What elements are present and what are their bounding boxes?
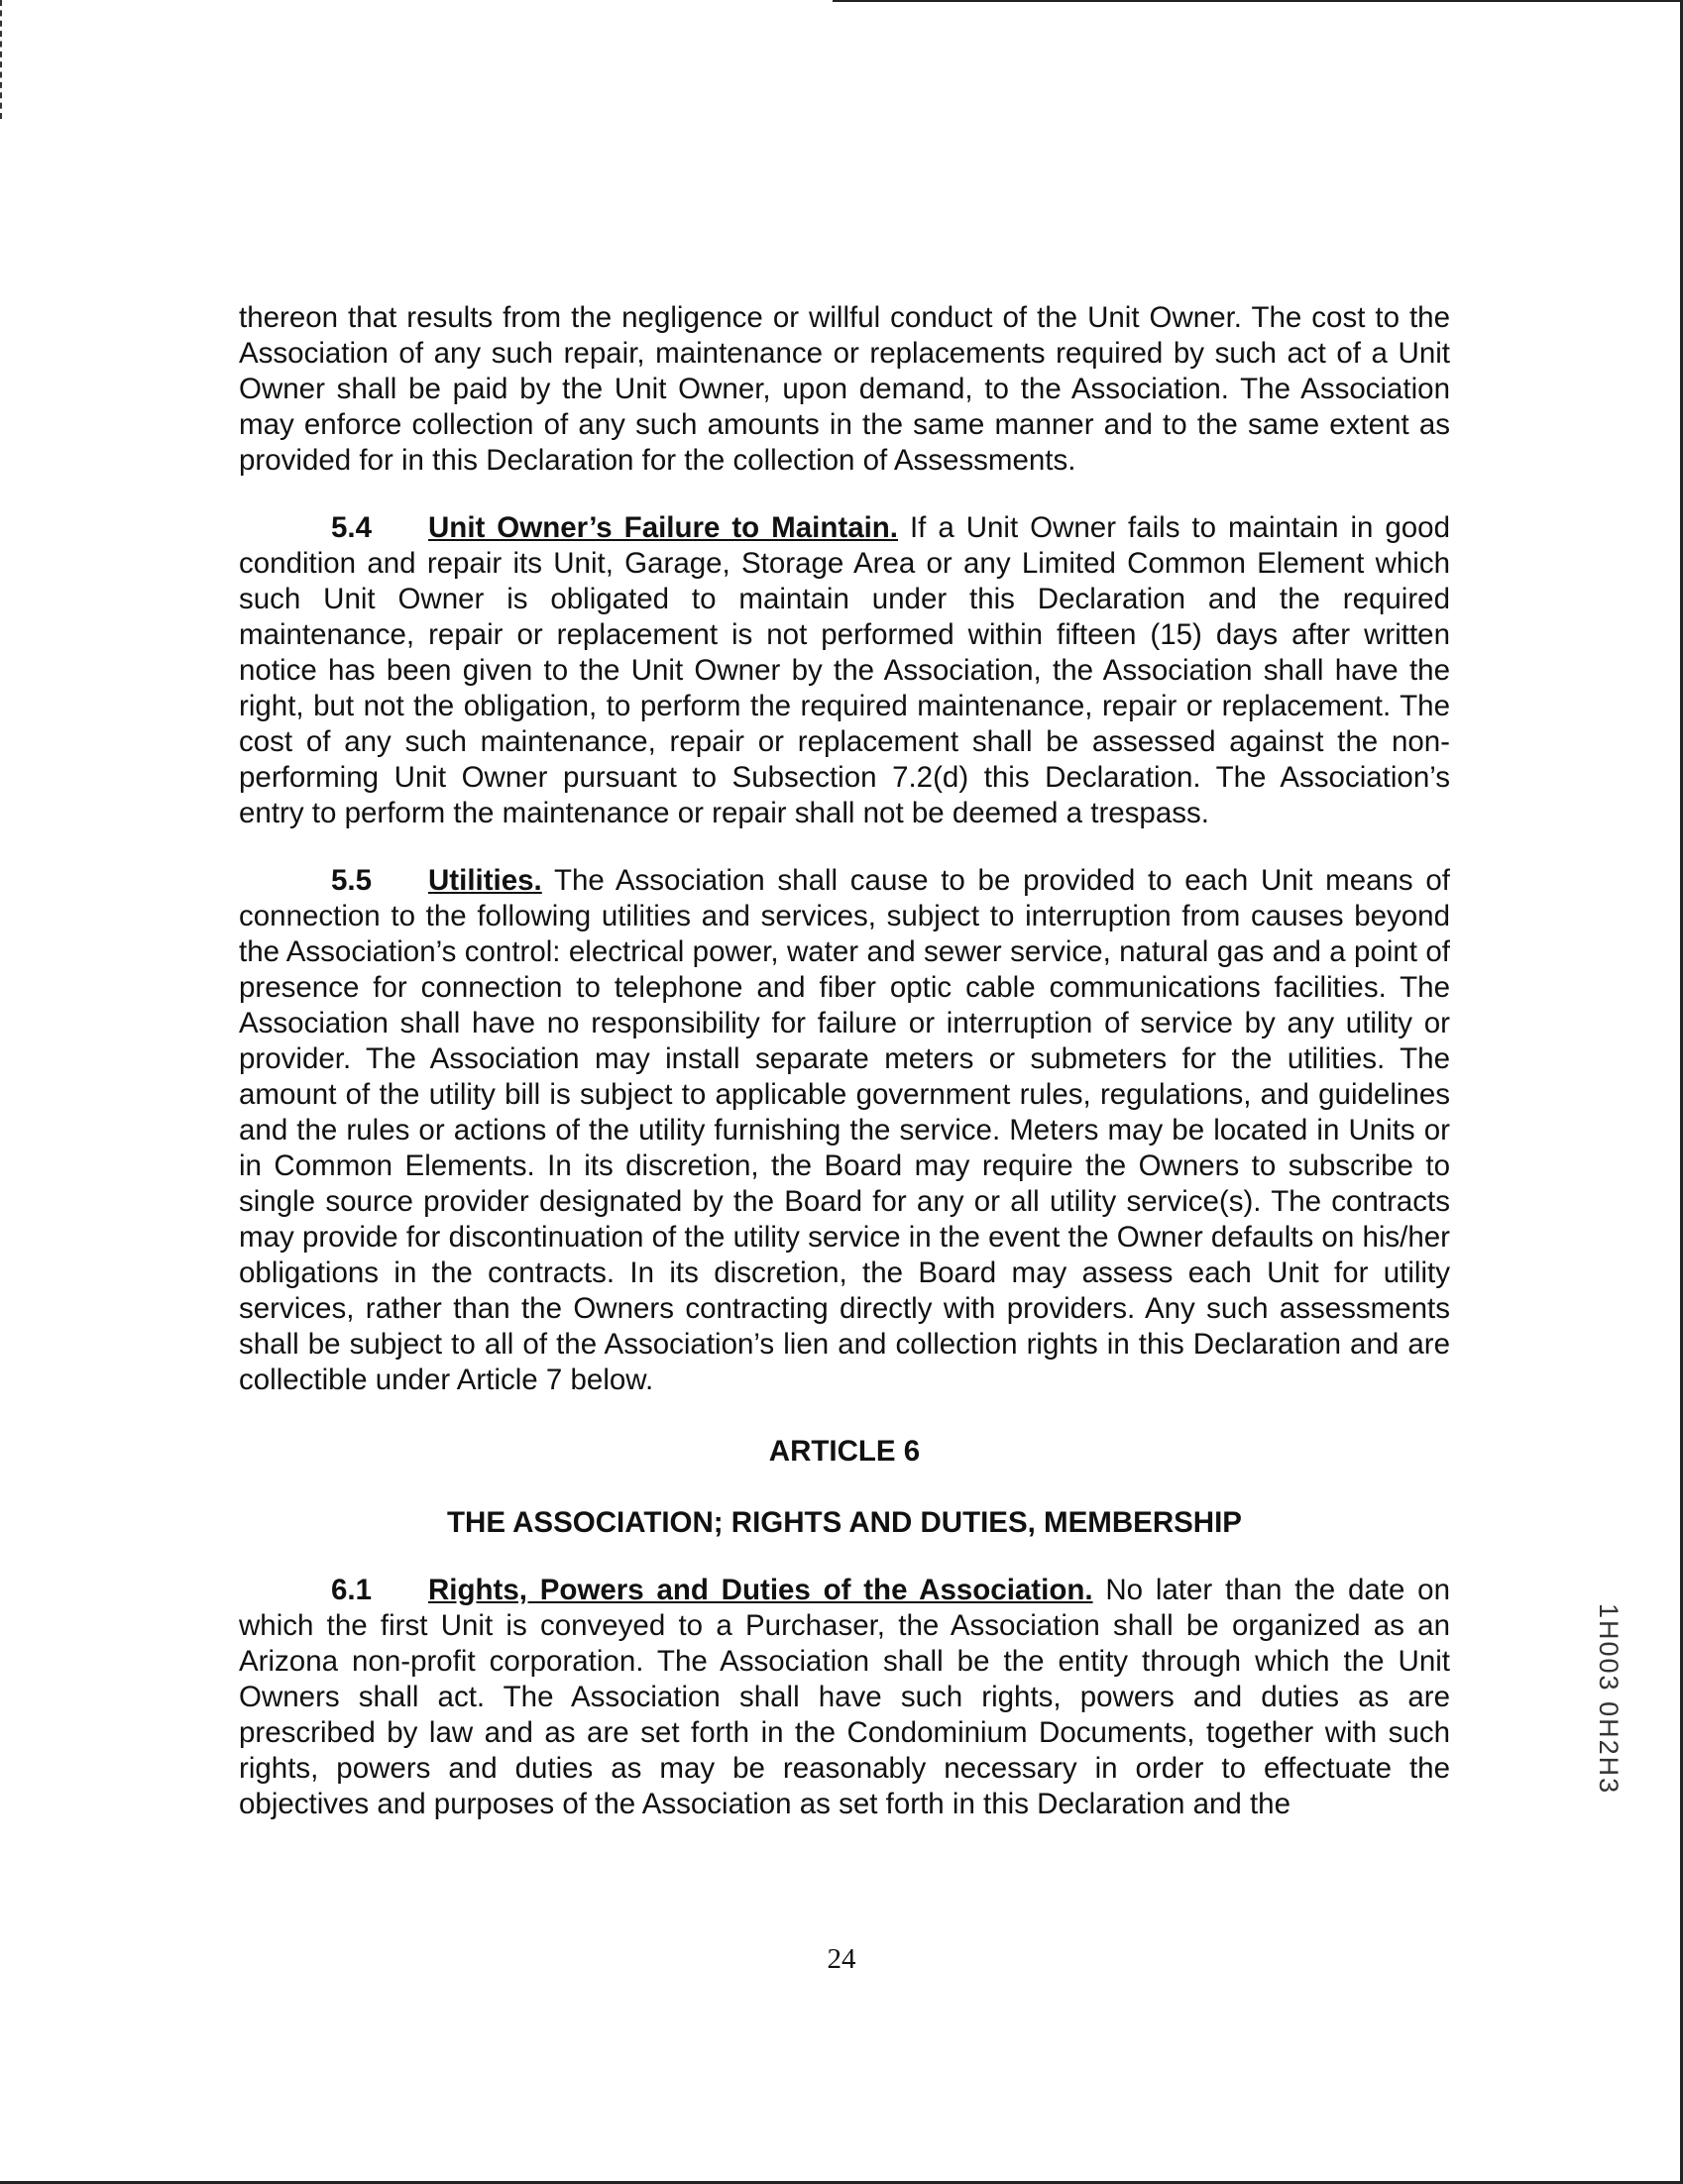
section-5-5 [239,863,1450,1398]
page-number: 24 [827,1943,856,1975]
paragraph-continuation: thereon that results from the negligence or willful conduct of the Unit Owner. The cost to the Association of any such repair, maintenance or replacements required by such act of a Unit Owner shall be paid by the Unit Owner, upon demand, to the Association. The Association may enforce collection of any such amounts in the same manner and to the same extent as provided for in this Declaration for the collection of Assessments. [239,301,1450,477]
section-6-1 [239,1573,1450,1822]
section-heading: Utilities. [428,864,542,897]
section-number: 6.1 [331,1574,373,1606]
section-body: No later than the date on which the first Unit is conveyed to a Purchaser, the Association shall be organized as an Arizona non-profit corporation. The Association shall be the entity through which the Unit Owners shall act. The Association shall have such rights, powers and duties as are prescribed by law and as are set forth in the Condominium Documents, together with such rights, powers and duties as may be reasonably necessary in order to effectuate the objectives and purposes of the Association as set forth in this Declaration and the [239,1574,1450,1820]
section-number: 5.5 [331,864,373,897]
document-body [239,300,1450,1822]
section-number: 5.4 [331,511,373,544]
section-body: The Association shall cause to be provided to each Unit means of connection to the following utilities and services, subject to interruption from causes beyond the Association’s control: electrical power, water and sewer service, natural gas and a point of presence for connection to telephone and fiber optic cable communications facilities. The Association shall have no responsibility for failure or interruption of service by any utility or provider. The Association may install separate meters or submeters for the utilities. The amount of the utility bill is subject to applicable government rules, regulations, and guidelines and the rules or actions of the utility furnishing the service. Meters may be located in Units or in Common Elements. In its discretion, the Board may require the Owners to subscribe to single source provider designated by the Board for any or all utility service(s). The contracts may provide for discontinuation of the utility service in the event the Owner defaults on his/her obligations in the contracts. In its discretion, the Board may assess each Unit for utility services, rather than the Owners contracting directly with providers. Any such assessments shall be subject to all of the Association’s lien and collection rights in this Declaration and are collectible under Article 7 below. [239,864,1450,1396]
section-5-4 [239,510,1450,831]
scan-border-top [833,0,1683,2]
scan-border-left [0,0,2,119]
section-heading: Rights, Powers and Duties of the Association. [428,1574,1093,1606]
side-stamp: 1H003 0H2H3 [1594,1603,1624,1796]
article-number: ARTICLE 6 [768,1435,921,1468]
article-title: THE ASSOCIATION; RIGHTS AND DUTIES, MEMBERSHIP [447,1506,1242,1539]
section-heading: Unit Owner’s Failure to Maintain. [428,511,899,544]
section-body: If a Unit Owner fails to maintain in good condition and repair its Unit, Garage, Storage Area or any Limited Common Element which such Unit Owner is obligated to maintain under this Declaration and the required maintenance, repair or replacement is not performed within fifteen (15) days after written notice has been given to the Unit Owner by the Association, the Association shall have the right, but not the obligation, to perform the required maintenance, repair or replacement. The cost of any such maintenance, repair or replacement shall be assessed against the non-performing Unit Owner pursuant to Subsection 7.2(d) this Declaration. The Association’s entry to perform the maintenance or repair shall not be deemed a trespass. [239,511,1450,829]
